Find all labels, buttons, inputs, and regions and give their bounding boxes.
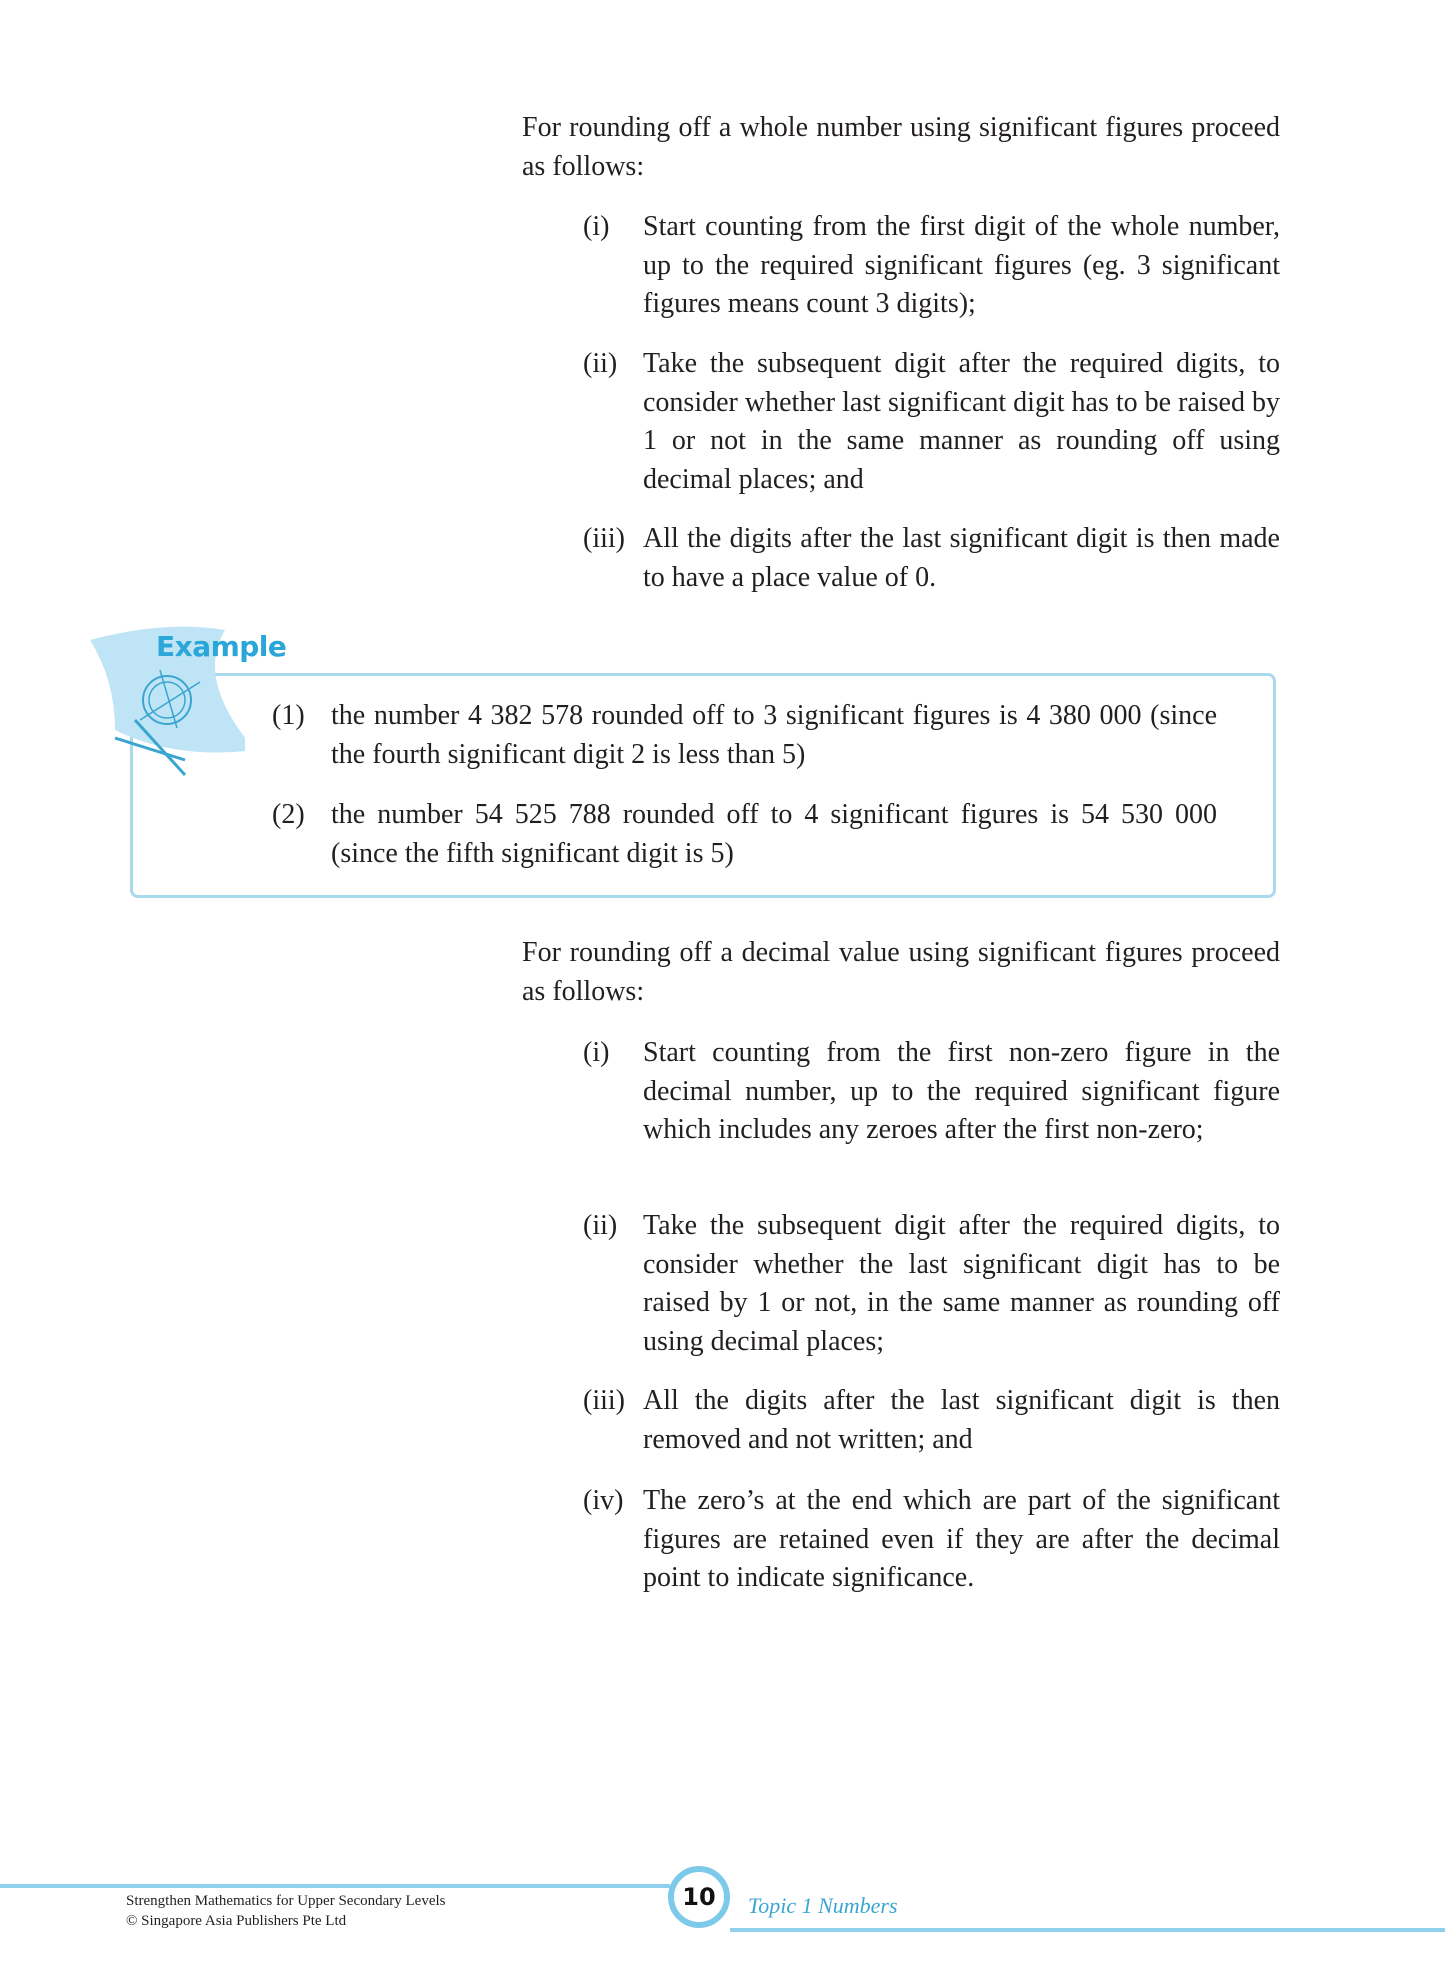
example-label: Example [156,630,287,663]
footer-divider [730,1928,1445,1932]
item-text: Start counting from the first digit of the whole number, up to the required significant figures (eg. 3 significant figures means count 3 digits); [643,211,1280,319]
topic-title: Topic 1 Numbers [748,1893,898,1918]
item-number: (iii) [583,523,625,554]
item-number: (i) [583,1037,610,1068]
item-text: The zero’s at the end which are part of the significant figures are retained even if they are after the decimal point to indicate significance. [643,1485,1280,1593]
copyright: © Singapore Asia Publishers Pte Ltd [126,1913,347,1929]
item-text: Take the subsequent digit after the required digits, to consider whether last significant digit has to be raised by 1 or not in the same manner as rounding off using decimal places; and [643,348,1280,495]
section1-intro: For rounding off a whole number using significant figures proceed as follows: [522,112,1280,182]
footer-credits [126,1891,445,1931]
item-number: (1) [272,700,305,731]
footer-divider [0,1884,670,1888]
item-number: (i) [583,211,610,242]
item-text: All the digits after the last significant digit is then removed and not written; and [643,1385,1280,1455]
book-title: Strengthen Mathematics for Upper Secondary Levels [126,1893,446,1909]
item-number: (iii) [583,1385,625,1416]
item-number: (2) [272,799,305,830]
page-number: 10 [668,1866,730,1928]
item-text: the number 4 382 578 rounded off to 3 significant figures is 4 380 000 (since the fourth significant digit 2 is less than 5) [331,700,1217,770]
item-text: the number 54 525 788 rounded off to 4 significant figures is 54 530 000 (since the fifth significant digit is 5) [331,799,1217,869]
item-text: Take the subsequent digit after the required digits, to consider whether the last significant digit has to be raised by 1 or not, in the same manner as rounding off using decimal places; [643,1210,1280,1357]
item-text: All the digits after the last significant digit is then made to have a place value of 0. [643,523,1280,593]
item-text: Start counting from the first non-zero figure in the decimal number, up to the required significant figure which includes any zeroes after the first non-zero; [643,1037,1280,1145]
item-number: (iv) [583,1485,624,1516]
item-number: (ii) [583,348,618,379]
section2-intro: For rounding off a decimal value using significant figures proceed as follows: [522,937,1280,1007]
item-number: (ii) [583,1210,618,1241]
